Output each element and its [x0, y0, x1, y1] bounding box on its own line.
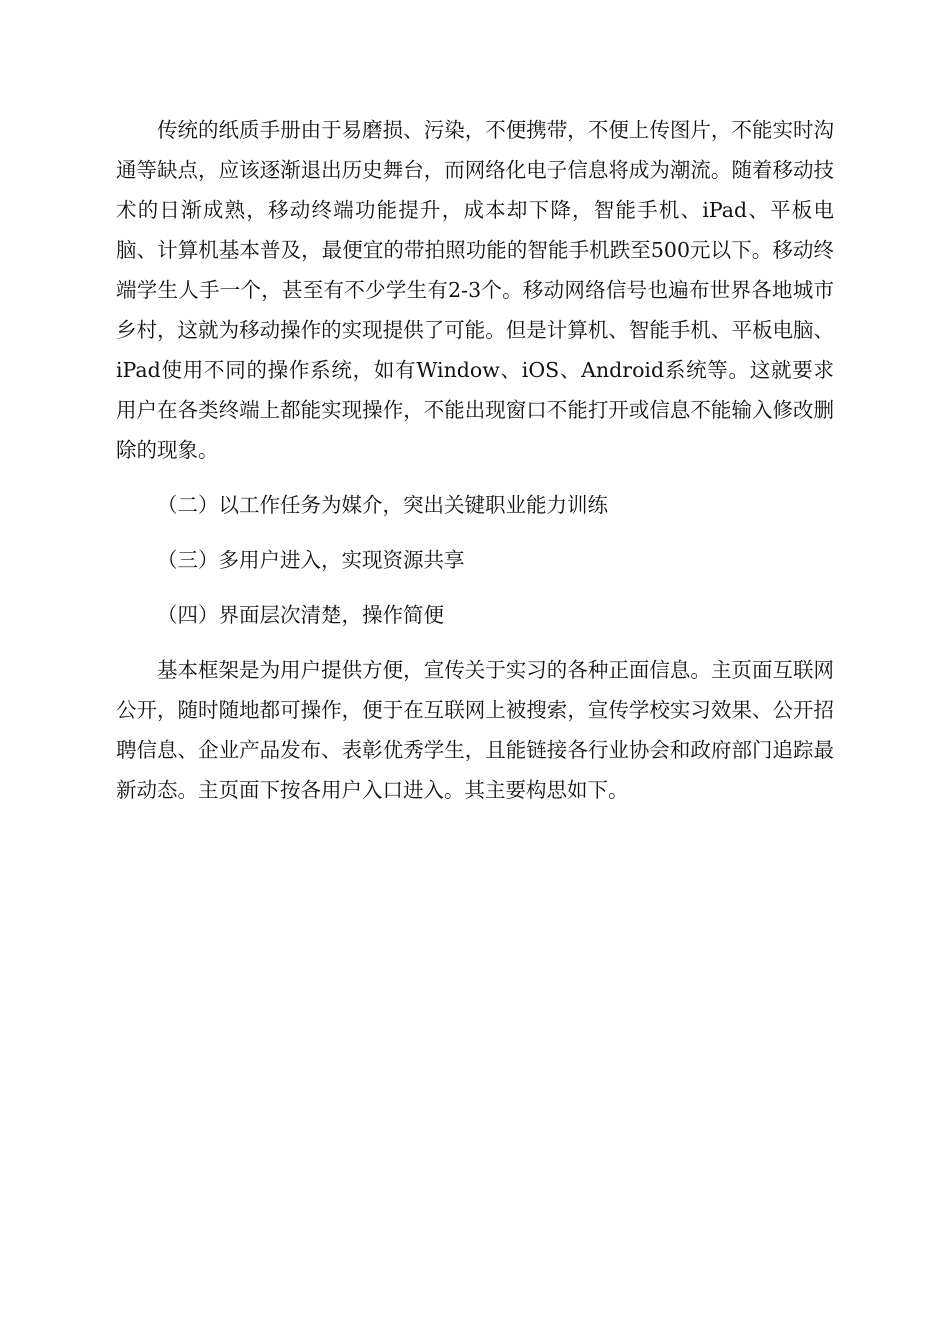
body-paragraph-mobile-terminals: 传统的纸质手册由于易磨损、污染，不便携带，不便上传图片，不能实时沟通等缺点，应该逐渐退出历史舞台，而网络化电子信息将成为潮流。随着移动技术的日渐成熟，移动终端功能提升，成本却下降，智能手机、iPad、平板电脑、计算机基本普及，最便宜的带拍照功能的智能手机跌至500元以下。移动终端学生人手一个，甚至有不少学生有2-3个。移动网络信号也遍布世界各地城市乡村，这就为移动操作的实现提供了可能。但是计算机、智能手机、平板电脑、iPad使用不同的操作系统，如有Window、iOS、Android系统等。这就要求用户在各类终端上都能实现操作，不能出现窗口不能打开或信息不能输入修改删除的现象。: [116, 118, 834, 462]
document-page: [116, 110, 834, 810]
section-heading-work-tasks: （二）以工作任务为媒介，突出关键职业能力训练: [157, 493, 608, 517]
section-heading-interface: （四）界面层次清楚，操作简便: [157, 603, 444, 627]
section-heading-multi-user: （三）多用户进入，实现资源共享: [157, 548, 465, 572]
body-paragraph-basic-framework: 基本框架是为用户提供方便，宣传关于实习的各种正面信息。主页面互联网公开，随时随地都可操作，便于在互联网上被搜索，宣传学校实习效果、公开招聘信息、企业产品发布、表彰优秀学生，且能链接各行业协会和政府部门追踪最新动态。主页面下按各用户入口进入。其主要构思如下。: [116, 658, 834, 802]
